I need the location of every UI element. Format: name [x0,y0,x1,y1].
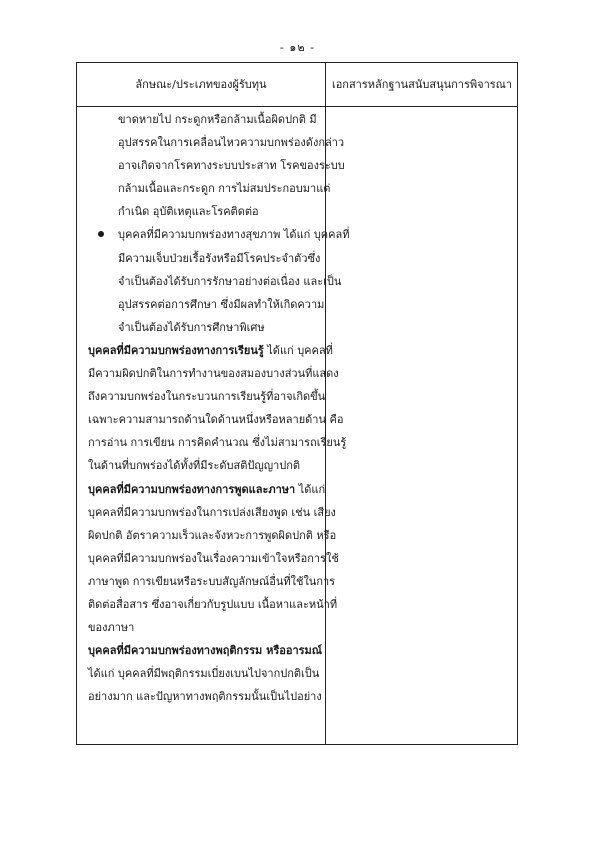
text-line: การอ่าน การเขียน การคิดคำนวณ ซึ่งไม่สามารถเรียนรู้ [88,436,347,450]
text-line: จำเป็นต้องได้รับการศึกษาพิเศษ [118,320,265,334]
section-heading: บุคคลที่มีความบกพร่องทางการเรียนรู้ [88,343,264,357]
page-number: - ๑๒ - [279,41,316,54]
section-heading: บุคคลที่มีความบกพร่องทางการพูดและภาษา [88,482,296,496]
text-line: จำเป็นต้องได้รับการรักษาอย่างต่อเนื่อง และเป็น [118,274,342,288]
heading-continuation: ได้แก่ [295,482,326,496]
text-line: กำเนิด อุบัติเหตุและโรคติดต่อ [118,205,259,219]
text-line: มีความผิดปกติในการทำงานของสมองบางส่วนที่แสดง [88,367,339,381]
learning-disability-section [88,339,347,478]
text-line: ภาษาพูด การเขียนหรือระบบสัญลักษณ์อื่นที่ใช้ในการ [88,574,336,588]
text-line: อุปสรรคในการเคลื่อนไหวความบกพร่องดังกล่าว [118,136,345,150]
header-recipient-type: ลักษณะ/ประเภทของผู้รับทุน [135,78,267,91]
bullet-icon [98,231,104,237]
speech-language-section [88,478,339,640]
section-heading-line [88,478,326,501]
text-line: อย่างมาก และปัญหาทางพฤติกรรมนั้นเป็นไปอย่าง [88,690,322,704]
health-impairment-item [88,223,350,338]
text-line: ขาดหายไป กระดูกหรือกล้ามเนื้อผิดปกติ มี [118,113,317,126]
text-line: บุคคลที่มีความบกพร่องทางสุขภาพ ได้แก่ บุคคลที่ [118,228,350,242]
text-line: ติดต่อสื่อสาร ซึ่งอาจเกี่ยวกับรูปแบบ เนื้อหาและหน้าที่ [88,597,338,611]
text-line: อุปสรรคต่อการศึกษา ซึ่งมีผลทำให้เกิดความ [118,297,325,311]
text-line: ถึงความบกพร่องในกระบวนการเรียนรู้ที่อาจเกิดขึ้น [88,390,326,404]
text-line: บุคคลที่มีความบกพร่องในการเปล่งเสียงพูด เช่น เสียง [88,505,336,519]
physical-disability-continued [88,108,345,223]
section-heading-line [88,339,333,362]
header-supporting-documents: เอกสารหลักฐานสนับสนุนการพิจารณา [331,78,513,91]
text-line: ของภาษา [88,621,135,635]
section-heading: บุคคลที่มีความบกพร่องทางพฤติกรรม หรืออารมณ์ [88,644,323,658]
text-line: อาจเกิดจากโรคทางระบบประสาท โรคของระบบ [118,159,345,173]
text-line: ในด้านที่บกพร่องได้ทั้งที่มีระดับสติปัญญาปกติ [88,459,301,473]
behavior-emotion-section [88,639,323,708]
table-header-row [77,63,517,107]
recipient-type-cell [88,108,350,708]
text-line: เฉพาะความสามารถด้านใดด้านหนึ่งหรือหลายด้าน คือ [88,413,344,427]
text-line: ได้แก่ บุคคลที่มีพฤติกรรมเบี่ยงเบนไปจากปกติเป็น [88,667,320,681]
text-line: มีความเจ็บป่วยเรื้อรังหรือมีโรคประจำตัวซึ่ง [118,251,321,265]
text-line: บุคคลที่มีความบกพร่องในเรื่องความเข้าใจหรือการใช้ [88,551,339,565]
heading-continuation: ได้แก่ บุคคลที่ [263,343,333,357]
text-line: ผิดปกติ อัตราความเร็วและจังหวะการพูดผิดปกติ หรือ [88,528,337,542]
bullet-line [88,223,350,246]
criteria-table [76,62,518,745]
text-line: กล้ามเนื้อและกระดูก การไม่สมประกอบมาแต่ [118,182,331,196]
